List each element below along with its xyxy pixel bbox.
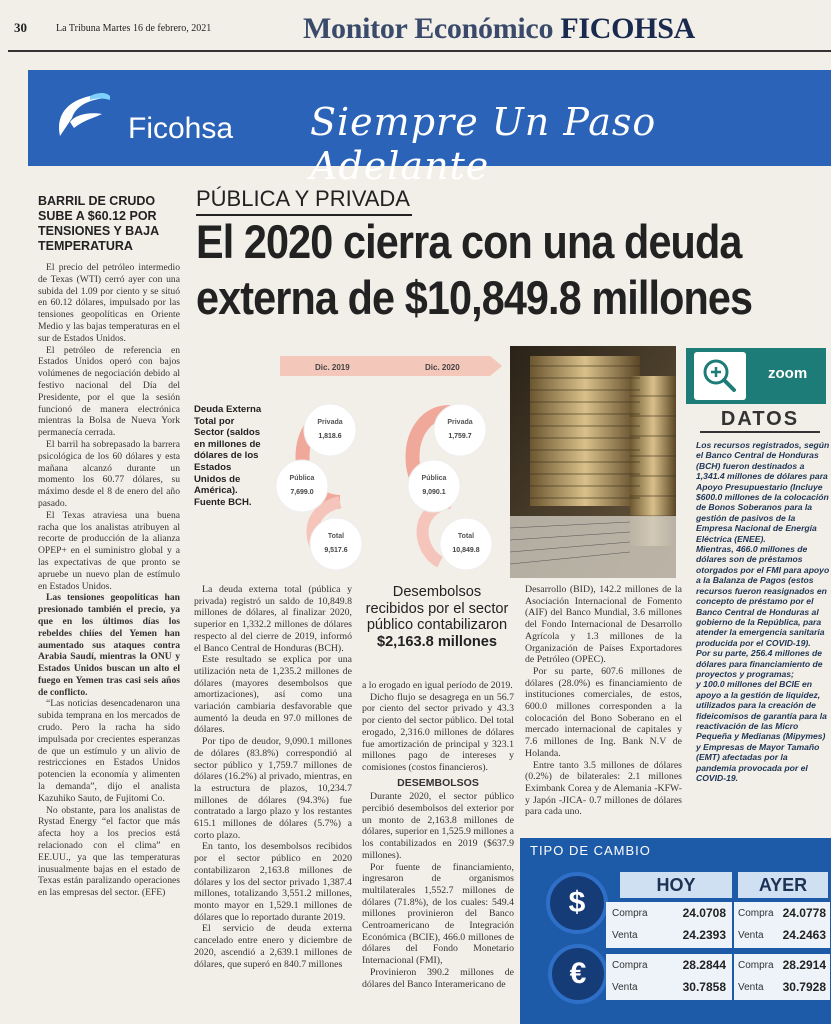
pull-quote-amount: $2,163.8 millones <box>376 633 498 650</box>
datos-paragraph: y 100.0 millones del BCIE en apoyo a la gestión de liquidez, utilizados para la creación de fideicomisos de garantía para la reactivación de las Micro Pequeña y Medianas (Mipymes) y Empresas de Mayor Tamaño (EMT) afectadas por la pandemia provocada por el COVID-19. <box>696 679 827 783</box>
sidebar-paragraph: El Texas atraviesa una buena racha que los analistas atribuyen al recorte de producción de la alianza OPEP+ en el suministro global y a las expectativas de que pronto se apruebe un nuevo plan de estímulo en Estados Unidos. <box>38 509 180 592</box>
datos-paragraph: Por su parte, 256.4 millones de dólares para financiamiento de proyectos y programas; <box>696 648 823 679</box>
venta-label: Venta <box>612 982 638 993</box>
compra-label: Compra <box>612 960 648 971</box>
usd-yesterday-buy: 24.0778 <box>782 906 826 920</box>
total-2020-circle <box>440 518 492 570</box>
eur-yesterday-sell: 30.7928 <box>782 980 826 994</box>
sidebar-paragraph: Las tensiones geopolíticas han presionado también el precio, ya que en los últimos días los rebeldes chiíes del Yemen han aumentado sus ataques contra Arabia Saudí, mientras la ONU y Estados Unidos buscan un alto el fuego en Yemen tras casi seis años de conflicto. <box>38 592 180 698</box>
exchange-rate-title: TIPO DE CAMBIO <box>530 843 651 858</box>
article-column-3 <box>525 584 682 818</box>
datos-body <box>696 440 830 783</box>
article-kicker: PÚBLICA Y PRIVADA <box>196 186 412 216</box>
masthead <box>303 12 695 46</box>
total-2020-label: Total <box>457 533 475 540</box>
privada-2020-circle <box>434 404 486 456</box>
article-paragraph: Por su parte, 607.6 millones de dólares (28.0%) es financiamiento de instituciones comerciales, de estos, 600.0 millones corresponden a la colocación del Bono Soberano en el mercado internacional de capitales y 7.6 millones de Ing. Bank N.V de Holanda. <box>525 665 682 759</box>
headline-line-2: externa de $10,849.8 millones <box>196 271 753 324</box>
article-paragraph: El servicio de deuda externa cancelado entre enero y diciembre de 2020, ascendió a 2,639.1 millones de dólares, que superó en 840.7 millones <box>194 923 352 970</box>
article-paragraph: Por tipo de deudor, 9,090.1 millones de dólares (83.8%) correspondió al sector público y 1,759.7 millones de dólares (16.2%) al privado, mientras, en la estructura de plazos, 10,234.7 millones de dólares (94.3%) fue contratado a largo plazo y los restantes 615.1 millones de dólares (5.7%) a corto plazo. <box>194 736 352 841</box>
chart-caption: Deuda Externa Total por Sector (saldos en millones de dólares de los Estados Unidos de América). Fuente BCH. <box>194 404 262 508</box>
pull-quote-text: Desembolsos recibidos por el sector público contabilizaron <box>365 584 509 634</box>
sidebar-paragraph: “Las noticias desencadenaron una subida temprana en los mercados de crudo. Pero la racha ha sido impulsada por crecientes esperanzas de que un estímulo y un alivio de restricciones en Estados Unidos potencien la economía y alimenten la demanda”, dijo el analista Kazuhiko Sauto, de Fujitomi Co. <box>38 698 180 804</box>
article-headline <box>196 214 759 326</box>
venta-label: Venta <box>612 930 638 941</box>
article-paragraph: Entre tanto 3.5 millones de dólares (0.2%) de bilaterales: 2.1 millones Eximbank Corea y de Alemania -KFW- y Japón -JICA- 0.7 millones de dólares para cada uno. <box>525 759 682 818</box>
datos-paragraph: Los recursos registrados, según el Banco Central de Honduras (BCH) fueron destinados a 1,341.4 millones de dólares para Apoyo Presupuestario (Incluye $600.0 millones de la colocación de Bonos Soberanos para la gestión de pasivos de la Empresa Nacional de Energía Eléctrica (ENEE). <box>696 440 830 544</box>
sidebar-paragraph: El barril ha sobrepasado la barrera psicológica de los 60 dólares y esta mañana alcanzó durante un momento los 60.77 dólares, su máximo desde el 8 de enero del año pasado. <box>38 438 180 509</box>
publica-2020-label: Pública <box>421 475 447 482</box>
zoom-label[interactable]: zoom <box>768 365 808 382</box>
period-2020-label: Dic. 2020 <box>425 363 460 372</box>
article-paragraph: Este resultado se explica por una utilización neta de 1,235.2 millones de dólares (mayores desembolsos que amortizaciones), así como una variación cambiaria desfavorable que aumentó la deuda en 97.0 millones de dólares. <box>194 654 352 736</box>
article-paragraph: En tanto, los desembolsos recibidos por el sector público en 2020 contabilizaron 2,163.8 millones de dólares y los del sector privado 1,387.4 millones, totalizando 3,551.2 millones, monto mayor en 1,529.1 millones de dólares que lo reportado durante 2019. <box>194 841 352 923</box>
eur-today-rates <box>606 954 732 1000</box>
compra-label: Compra <box>612 908 648 919</box>
period-2019-label: Dic. 2019 <box>315 363 350 372</box>
publication-date: La Tribuna Martes 16 de febrero, 2021 <box>56 23 212 34</box>
usd-today-buy: 24.0708 <box>682 906 726 920</box>
page-number: 30 <box>14 20 27 35</box>
article-paragraph: a lo erogado en igual período de 2019. <box>362 680 513 691</box>
masthead-title: Monitor Económico <box>303 12 554 45</box>
privada-2020-value: 1,759.7 <box>448 433 472 440</box>
usd-yesterday-rates <box>734 902 830 948</box>
total-2020-value: 10,849.8 <box>452 547 480 554</box>
sidebar-headline: BARRIL DE CRUDO SUBE A $60.12 POR TENSIONES Y BAJA TEMPERATURA <box>38 194 159 253</box>
privada-2019-label: Privada <box>317 419 343 426</box>
euro-icon: € <box>548 944 608 1004</box>
sidebar-paragraph: El petróleo de referencia en Estados Unidos operó con bajos volúmenes de negociación debido al festivo nacional del Día del Presidente, por el que la sesión funcionó de manera electrónica mientras la Bolsa de Nueva York permanecía cerrada. <box>38 344 180 439</box>
eur-yesterday-buy: 28.2914 <box>782 958 826 972</box>
article-paragraph: Desarrollo (BID), 142.2 millones de la Asociación Internacional de Fomento (AIF) del Banco Mundial, 3.6 millones del Fondo Internacional de Desarrollo Agrícola y 1.3 millones de la Organización de Países Exportadores de Petróleo (OPEC). <box>525 584 682 666</box>
header-rule <box>8 50 831 52</box>
article-column-1 <box>194 584 352 970</box>
publica-2020-circle <box>408 460 460 512</box>
today-header: HOY <box>620 872 732 898</box>
venta-label: Venta <box>738 930 764 941</box>
compra-label: Compra <box>738 960 774 971</box>
sidebar-paragraph: El precio del petróleo intermedio de Texas (WTI) cerró ayer con una subida del 1.09 por ciento y se situó en 60.12 dólares, impulsado por las tensiones geopolíticas en Oriente Medio y las bajas temperaturas en el sur de Estados Unidos. <box>38 262 180 344</box>
dollar-icon: $ <box>546 872 608 934</box>
eur-today-sell: 30.7858 <box>682 980 726 994</box>
eur-today-buy: 28.2844 <box>682 958 726 972</box>
total-2019-value: 9,517.6 <box>324 547 348 554</box>
total-2019-circle <box>310 518 362 570</box>
article-paragraph: La deuda externa total (pública y privada) registró un saldo de 10,849.8 millones de dólares, al finalizar 2020, superior en 1,332.2 millones de dólares respecto al del cierre de 2019, informó el Banco Central de Honduras (BCH). <box>194 584 352 654</box>
sidebar-article <box>38 262 180 899</box>
sidebar-paragraph: No obstante, para los analistas de Rystad Energy “el factor que más afecta hoy a los precios está relacionado con el clima” en EE.UU., ya que las temperaturas inusualmente bajas en el estado de Texas están paralizando operaciones en las empresas del sector. (EFE) <box>38 804 180 899</box>
article-paragraph: Por fuente de financiamiento, ingresaron de organismos multilaterales 1,552.7 millones de dólares (71.8%), de los cuales: 549.4 millones provinieron del Banco Centroamericano de Integración Económica (BCIE), 466.0 millones de dólares del Fondo Monetario Internacional (FMI), <box>362 861 514 967</box>
usd-today-sell: 24.2393 <box>682 928 726 942</box>
compra-label: Compra <box>738 908 774 919</box>
headline-line-1: El 2020 cierra con una deuda <box>196 215 742 268</box>
total-2019-label: Total <box>327 533 345 540</box>
article-paragraph: Durante 2020, el sector público percibió desembolsos del exterior por un monto de 2,163.8 millones de dólares, superior en 1,525.9 millones a los contabilizados en 2019 ($637.9 millones). <box>362 791 514 861</box>
privada-2019-circle <box>304 404 356 456</box>
section-subhead: DESEMBOLSOS <box>397 776 479 789</box>
pull-quote <box>364 584 510 650</box>
eur-yesterday-rates <box>734 954 830 1000</box>
datos-paragraph: Mientras, 466.0 millones de dólares son de préstamos otorgados por el FMI para apoyo a la Balanza de Pagos (estos recursos fueron reasignados en concepto de préstamo por el Banco Central de Honduras al gobierno de la República, para atender la emergencia sanitaria producida por el COVID-19). <box>696 544 830 648</box>
publica-2019-value: 7,699.0 <box>290 489 314 496</box>
brand-slogan: Siempre Un Paso Adelante <box>310 100 657 188</box>
publica-2019-circle <box>276 460 328 512</box>
masthead-brand: FICOHSA <box>560 12 695 45</box>
ficohsa-logo-icon <box>50 88 112 140</box>
article-paragraph: Provinieron 390.2 millones de dólares del Banco Interamericano de <box>362 966 514 990</box>
usd-yesterday-sell: 24.2463 <box>782 928 826 942</box>
privada-2019-value: 1,818.6 <box>318 433 342 440</box>
article-paragraph: Dicho flujo se desagrega en un 56.7 por ciento del sector privado y 43.3 por ciento del sector público. Del total erogado, 2,316.0 millones de dólares fue amortización de principal y 323.1 millones pago de intereses y comisiones (costos financieros). <box>362 691 514 773</box>
article-column-2 <box>362 680 514 990</box>
usd-today-rates <box>606 902 732 948</box>
datos-title: DATOS <box>700 408 820 433</box>
publica-2019-label: Pública <box>289 475 315 482</box>
coins-photo <box>510 346 676 578</box>
publica-2020-value: 9,090.1 <box>422 489 446 496</box>
venta-label: Venta <box>738 982 764 993</box>
brand-name: Ficohsa <box>128 112 234 145</box>
privada-2020-label: Privada <box>447 419 473 426</box>
yesterday-header: AYER <box>738 872 828 898</box>
zoom-in-icon[interactable] <box>694 352 746 400</box>
